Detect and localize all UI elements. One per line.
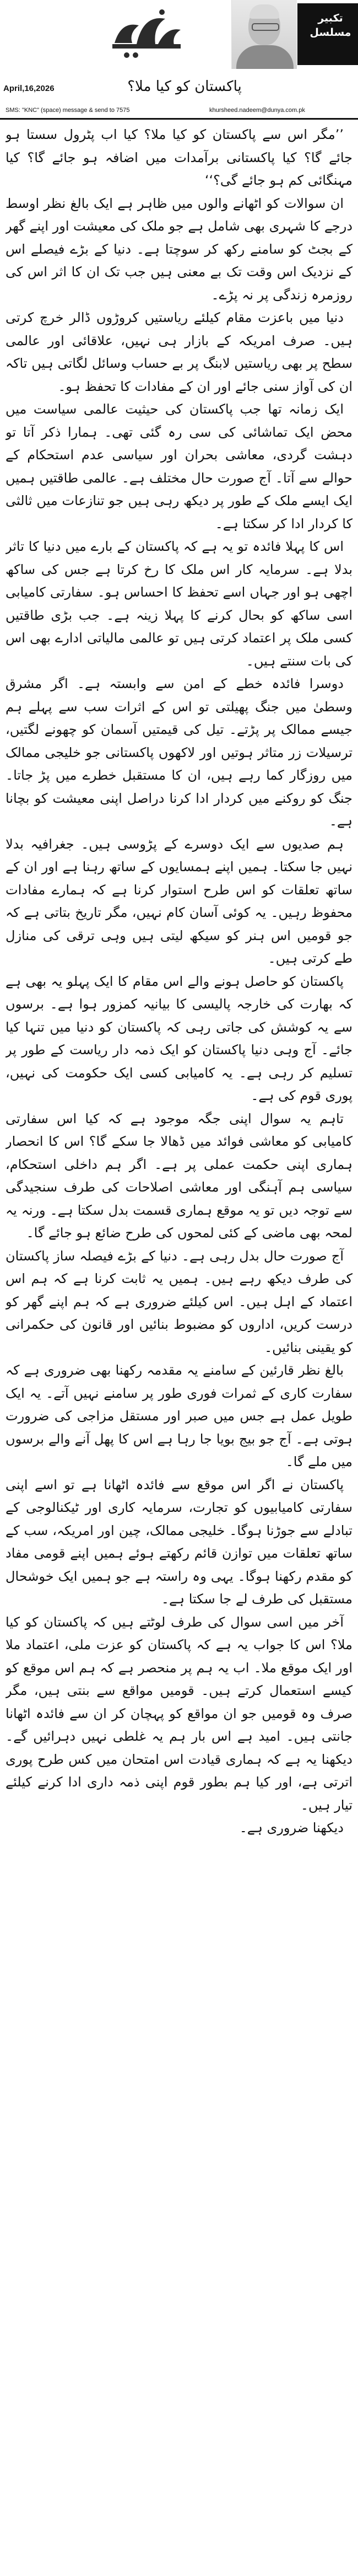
- paragraph: ’’مگر اس سے پاکستان کو کیا ملا؟ کیا اب پٹرول سستا ہو جائے گا؟ کیا پاکستانی برآمدات میں اضافہ ہو جائے گا؟ کیا مہنگائی کم ہو جائے گی؟‘‘: [6, 127, 352, 188]
- author-block: [231, 0, 351, 69]
- column-name: تکبیر مسلسل: [297, 3, 358, 65]
- paragraph: پاکستان نے اگر اس موقع سے فائدہ اٹھانا ہے تو اسے اپنی سفارتی کامیابیوں کو تجارت، سرمایہ کاری اور ٹیکنالوجی کے تبادلے سے جوڑنا ہوگا۔ خلیجی ممالک، چین اور امریکہ، سب کے ساتھ تعلقات میں توازن قائم رکھتے ہوئے ہمیں اپنے قومی مفاد کو مقدم رکھنا ہوگا۔ یہی وہ راستہ ہے جو ہمیں ایک خوشحال مستقبل کی طرف لے جا سکتا ہے۔: [6, 1477, 352, 1607]
- paragraph: دوسرا فائدہ خطے کے امن سے وابستہ ہے۔ اگر مشرق وسطیٰ میں جنگ پھیلتی تو اس کے اثرات سب سے پہلے ہم جیسے ممالک پر پڑتے۔ تیل کی قیمتیں آسمان کو چھونے لگتیں، ترسیلات زر متاثر ہوتیں اور لاکھوں پاکستانی جو خلیجی ممالک میں روزگار کما رہے ہیں، ان کا مستقبل خطرے میں پڑ جاتا۔ جنگ کو روکنے میں کردار ادا کرنا دراصل اپنی معیشت کو بچانا ہے۔: [6, 676, 352, 829]
- header-divider: [0, 118, 358, 120]
- paragraph: دنیا میں باعزت مقام کیلئے ریاستیں کروڑوں ڈالر خرچ کرتی ہیں۔ صرف امریکہ کے بازار ہی نہیں، علاقائی اور عالمی سطح پر بھی ریاستیں لابنگ پر بے حساب وسائل لگاتی ہیں تاکہ ان کی آواز سنی جائے اور ان کے مفادات کا تحفظ ہو۔: [6, 310, 352, 394]
- paragraph: آخر میں اسی سوال کی طرف لوٹتے ہیں کہ پاکستان کو کیا ملا؟ اس کا جواب یہ ہے کہ پاکستان کو عزت ملی، اعتماد ملا اور ایک موقع ملا۔ اب یہ ہم پر منحصر ہے کہ ہم اس موقع کو کیسے استعمال کرتے ہیں۔ قومیں مواقع سے بنتی ہیں، مگر صرف وہ قومیں جو ان مواقع کو پہچان کر ان سے فائدہ اٹھانا جانتی ہیں۔ امید ہے اس بار ہم یہ غلطی نہیں دہرائیں گے۔ دیکھنا یہ ہے کہ ہماری قیادت اس امتحان میں کس طرح پوری اترتی ہے، اور کیا ہم بطور قوم اپنی ذمہ داری ادا کرنے کیلئے تیار ہیں۔: [6, 1614, 352, 1813]
- publish-date: April,16,2026: [3, 84, 55, 93]
- author-photo: [231, 0, 297, 69]
- paragraph: بالغ نظر قارئین کے سامنے یہ مقدمہ رکھنا بھی ضروری ہے کہ سفارت کاری کے ثمرات فوری طور پر سامنے نہیں آتے۔ یہ ایک طویل عمل ہے جس میں صبر اور مستقل مزاجی کی ضرورت ہوتی ہے۔ آج جو بیج بویا جا رہا ہے اس کا پھل آنے والے برسوں میں ملے گا۔: [6, 1362, 352, 1469]
- contact-bar: [0, 105, 358, 117]
- paragraph: پاکستان کو حاصل ہونے والے اس مقام کا ایک پہلو یہ بھی ہے کہ بھارت کی خارجہ پالیسی کا بیانیہ کمزور ہوا ہے۔ برسوں سے یہ کوشش کی جاتی رہی کہ پاکستان کو دنیا میں تنہا کیا جائے۔ آج وہی دنیا پاکستان کو ایک ذمہ دار ریاست کے طور پر تسلیم کر رہی ہے۔ یہ کامیابی کسی ایک حکومت کی نہیں، پوری قوم کی ہے۔: [6, 973, 352, 1103]
- article-body: [6, 124, 352, 2572]
- paragraph: ان سوالات کو اٹھانے والوں میں ظاہر ہے ایک بالغ نظر اوسط درجے کا شہری بھی شامل ہے جو ملک کی معیشت اور اپنے گھر کے بجٹ کو سامنے رکھ کر سوچتا ہے۔ دنیا کے بڑے فیصلے اس کے نزدیک اس وقت تک بے معنی ہیں جب تک ان کا اثر اس کی روزمرہ زندگی پر نہ پڑے۔: [6, 195, 352, 303]
- paragraph: ایک زمانہ تھا جب پاکستان کی حیثیت عالمی سیاست میں محض ایک تماشائی کی سی رہ گئی تھی۔ ہمارا ذکر آتا تو دہشت گردی، معاشی بحران اور سیاسی عدم استحکام کے حوالے سے آتا۔ آج صورت حال مختلف ہے۔ عالمی طاقتیں ہمیں ایک ایسے ملک کے طور پر دیکھ رہی ہیں جو تنازعات میں ثالثی کا کردار ادا کر سکتا ہے۔: [6, 401, 352, 532]
- dunya-logo-icon: [105, 4, 187, 64]
- sms-line: SMS: "KNC" (space) message & send to 7575: [6, 107, 130, 114]
- paragraph: ہم صدیوں سے ایک دوسرے کے پڑوسی ہیں۔ جغرافیہ بدلا نہیں جا سکتا۔ ہمیں اپنے ہمسایوں کے ساتھ رہنا ہے اور ان کے ساتھ تعلقات کو اس طرح استوار کرنا ہے کہ ہمارے مفادات محفوظ رہیں۔ یہ کوئی آسان کام نہیں، مگر تاریخ بتاتی ہے کہ جو قومیں اس ہنر کو سیکھ لیتی ہیں وہی ترقی کی منازل طے کرتی ہیں۔: [6, 836, 352, 966]
- masthead: [0, 0, 358, 113]
- paragraph: آج صورت حال بدل رہی ہے۔ دنیا کے بڑے فیصلہ ساز پاکستان کی طرف دیکھ رہے ہیں۔ ہمیں یہ ثابت کرنا ہے کہ ہم اس اعتماد کے اہل ہیں۔ اس کیلئے ضروری ہے کہ ہم اپنے گھر کو درست کریں، اداروں کو مضبوط بنائیں اور قانون کی حکمرانی کو یقینی بنائیں۔: [6, 1248, 352, 1355]
- paragraph: اس کا پہلا فائدہ تو یہ ہے کہ پاکستان کے بارے میں دنیا کا تاثر بدلا ہے۔ سرمایہ کار اس ملک کا رخ کرتا ہے جس کی ساکھ اچھی ہو اور جہاں اسے تحفظ کا احساس ہو۔ سفارتی کامیابی اسی ساکھ کو بحال کرنے کا پہلا زینہ ہے۔ جب بڑی طاقتیں کسی ملک پر اعتماد کرتی ہیں تو عالمی مالیاتی ادارے بھی اس کی بات سنتے ہیں۔: [6, 539, 352, 669]
- paragraph: دیکھنا ضروری ہے۔: [239, 1820, 344, 1836]
- page-title: پاکستان کو کیا ملا؟: [127, 78, 242, 95]
- author-email: khursheed.nadeem@dunya.com.pk: [209, 107, 305, 114]
- paragraph: تاہم یہ سوال اپنی جگہ موجود ہے کہ کیا اس سفارتی کامیابی کو معاشی فوائد میں ڈھالا جا سکے گا؟ اس کا انحصار ہماری اپنی حکمت عملی پر ہے۔ اگر ہم داخلی استحکام، سیاسی ہم آہنگی اور معاشی اصلاحات کی طرف سنجیدگی سے توجہ دیں تو یہ موقع ہماری قسمت بدل سکتا ہے۔ ورنہ یہ لمحہ بھی ماضی کے کئی لمحوں کی طرح ضائع ہو جائے گا۔: [6, 1110, 352, 1241]
